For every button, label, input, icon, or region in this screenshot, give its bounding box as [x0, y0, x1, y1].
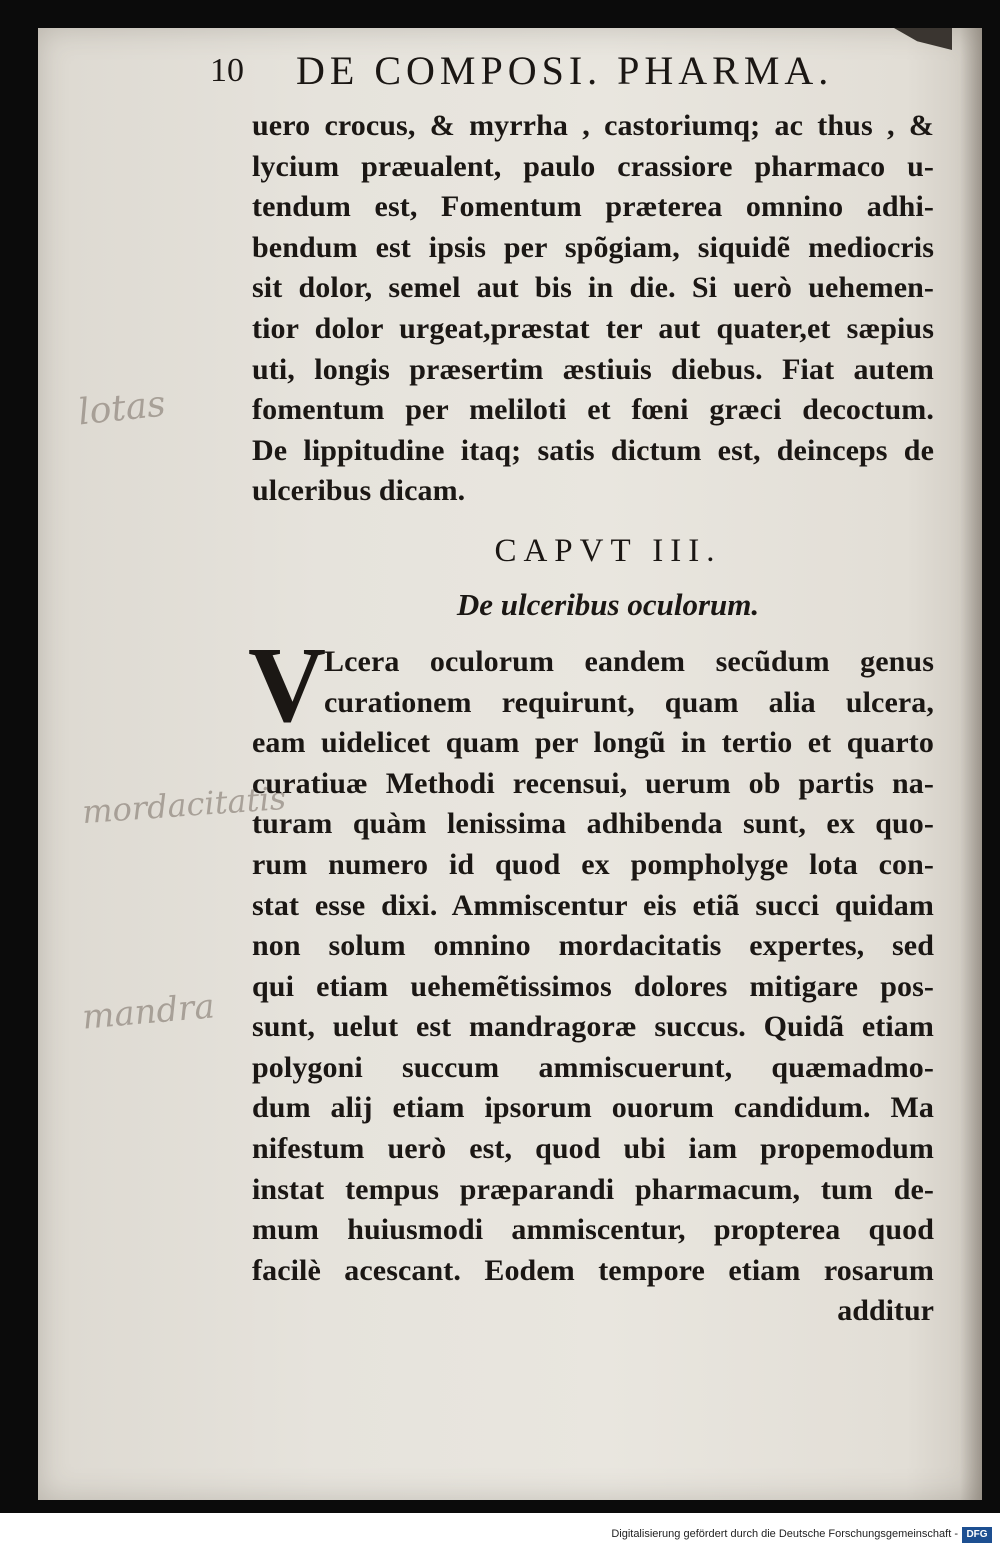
- text-line: curatiuæ Methodi recensui, uerum ob partis na-: [252, 766, 934, 800]
- binding-edge-shadow: [960, 28, 982, 1500]
- running-head: DE COMPOSI. PHARMA.: [296, 48, 834, 93]
- text-line: lycium præualent, paulo crassiore pharmaco u-: [252, 149, 934, 183]
- funding-credit: Digitalisierung gefördert durch die Deutsche Forschungsgemeinschaft -: [611, 1528, 958, 1540]
- text-line: eam uidelicet quam per longũ in tertio et quarto: [252, 726, 934, 760]
- text-line: tendum est, Fomentum præterea omnino adhi-: [252, 190, 934, 224]
- text-line: Lcera oculorum eandem secũdum genus: [324, 644, 934, 678]
- text-line: De lippitudine itaq; satis dictum est, deinceps de: [252, 433, 934, 467]
- text-line: uero crocus, & myrrha , castoriumq; ac thus , &: [252, 109, 934, 142]
- paragraph-ulcera: [248, 625, 934, 1332]
- text-line: instat tempus præparandi pharmacum, tum de-: [252, 1172, 934, 1206]
- text-line: bendum est ipsis per spõgiam, siquidẽ mediocris: [252, 230, 934, 264]
- dfg-logo-icon: DFG: [962, 1527, 992, 1543]
- marginal-note-3: mandra: [80, 986, 217, 1038]
- drop-cap: V: [248, 625, 326, 745]
- text-line: sunt, uelut est mandragoræ succus. Quidã etiam: [252, 1010, 934, 1044]
- text-line: qui etiam uehemẽtissimos dolores mitigare pos-: [252, 969, 934, 1003]
- page-header: [210, 36, 934, 106]
- text-line: nifestum uerò est, quod ubi iam propemodum: [252, 1132, 934, 1166]
- text-line: dum alij etiam ipsorum ouorum candidum. Ma: [252, 1091, 934, 1125]
- text-block: [210, 36, 934, 1331]
- text-line: uti, longis præsertim æstiuis diebus. Fiat autem: [252, 352, 934, 386]
- footer-bar: [0, 1513, 1000, 1553]
- catchword: additur: [837, 1294, 934, 1328]
- text-line: non solum omnino mordacitatis expertes, sed: [252, 929, 934, 963]
- paragraph-lippitudo: [252, 106, 934, 512]
- page-number: 10: [210, 52, 244, 89]
- text-line: polygoni succum ammiscuerunt, quæmadmo-: [252, 1050, 934, 1084]
- chapter-heading: CAPVT III.: [494, 532, 722, 569]
- text-line: mum huiusmodi ammiscentur, propterea quod: [252, 1213, 934, 1247]
- text-line: sit dolor, semel aut bis in die. Si uerò uehemen-: [252, 271, 934, 305]
- marginal-note-1: lotas: [76, 383, 168, 434]
- text-line: tior dolor urgeat,præstat ter aut quater,et sæpius: [252, 311, 934, 345]
- text-line: turam quàm lenissima adhibenda sunt, ex quo-: [252, 807, 934, 841]
- chapter-subtitle: De ulceribus oculorum.: [456, 586, 760, 622]
- text-line: fomentum per meliloti et fœni græci decoctum.: [252, 393, 934, 427]
- text-line: rum numero id quod ex pompholyge lota con-: [252, 847, 934, 881]
- marginal-note-2: mordacitatis: [80, 778, 288, 832]
- text-line: ulceribus dicam.: [252, 474, 466, 508]
- text-line: stat esse dixi. Ammiscentur eis etiã succi quidam: [252, 888, 934, 922]
- text-line: facilè acescant. Eodem tempore etiam rosarum: [252, 1253, 934, 1287]
- text-line: curationem requirunt, quam alia ulcera,: [324, 685, 934, 719]
